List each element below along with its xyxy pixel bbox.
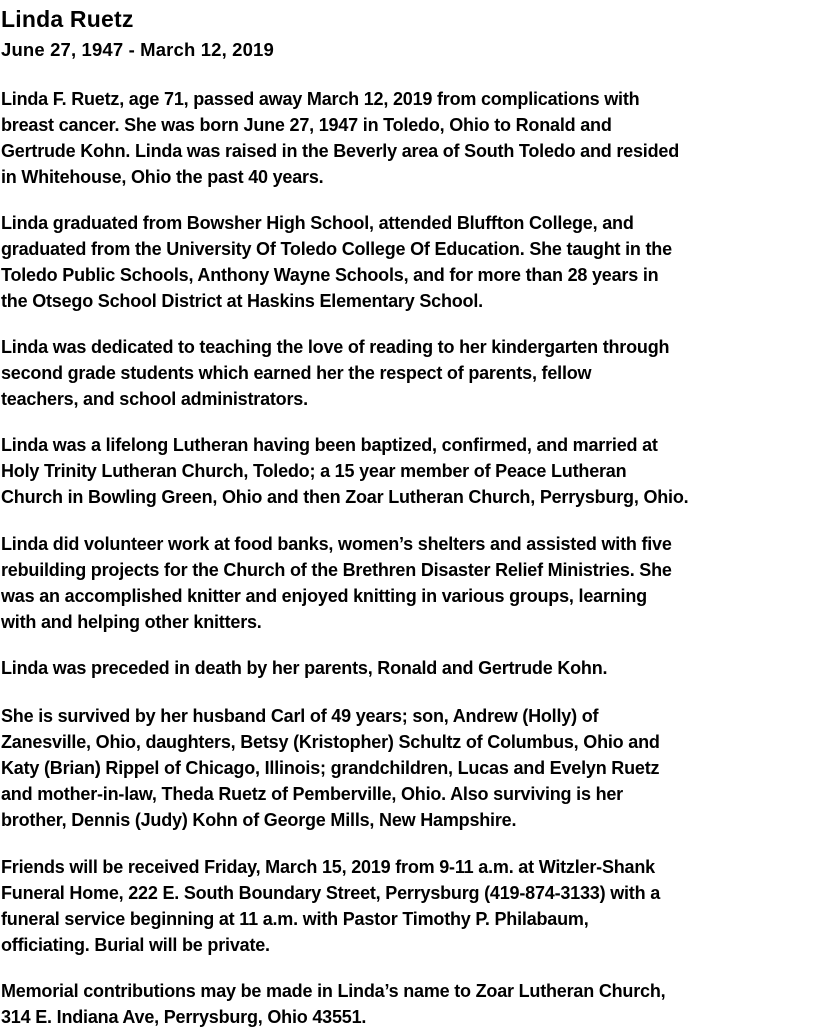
paragraph-volunteer-work (1, 531, 817, 635)
obituary-dates: June 27, 1947 - March 12, 2019 (1, 39, 274, 60)
obituary-name: Linda Ruetz (1, 6, 134, 32)
paragraph-teaching (1, 334, 817, 412)
paragraph-line: Toledo Public Schools, Anthony Wayne Schools, and for more than 28 years in (1, 265, 659, 285)
paragraph-memorial-contributions (1, 978, 817, 1030)
paragraph-line: Friends will be received Friday, March 15, 2019 from 9-11 a.m. at Witzler-Shank (1, 857, 655, 877)
paragraph-line: Memorial contributions may be made in Linda’s name to Zoar Lutheran Church, (1, 981, 666, 1001)
paragraph-line: rebuilding projects for the Church of the Brethren Disaster Relief Ministries. She (1, 560, 672, 580)
paragraph-line: with and helping other knitters. (1, 612, 262, 632)
paragraph-line: Linda graduated from Bowsher High School, attended Bluffton College, and (1, 213, 634, 233)
paragraph-line: second grade students which earned her the respect of parents, fellow (1, 363, 592, 383)
paragraph-line: Zanesville, Ohio, daughters, Betsy (Kristopher) Schultz of Columbus, Ohio and (1, 732, 660, 752)
paragraph-line: funeral service beginning at 11 a.m. with Pastor Timothy P. Philabaum, (1, 909, 589, 929)
paragraph-line: 314 E. Indiana Ave, Perrysburg, Ohio 43551. (1, 1007, 367, 1027)
paragraph-line: Linda F. Ruetz, age 71, passed away March 12, 2019 from complications with (1, 89, 640, 109)
paragraph-preceded-in-death (1, 655, 817, 681)
paragraph-line: Funeral Home, 222 E. South Boundary Street, Perrysburg (419-874-3133) with a (1, 883, 661, 903)
paragraph-line: breast cancer. She was born June 27, 1947 in Toledo, Ohio to Ronald and (1, 115, 612, 135)
paragraph-visitation (1, 854, 817, 958)
paragraph-line: Gertrude Kohn. Linda was raised in the Beverly area of South Toledo and resided (1, 141, 680, 161)
paragraph-obituary-intro (1, 86, 817, 190)
paragraph-faith (1, 432, 817, 510)
paragraph-line: teachers, and school administrators. (1, 389, 308, 409)
paragraph-line: Katy (Brian) Rippel of Chicago, Illinois; grandchildren, Lucas and Evelyn Ruetz (1, 758, 660, 778)
paragraph-line: brother, Dennis (Judy) Kohn of George Mills, New Hampshire. (1, 810, 517, 830)
paragraph-line: Linda did volunteer work at food banks, women’s shelters and assisted with five (1, 534, 672, 554)
paragraph-line: graduated from the University Of Toledo College Of Education. She taught in the (1, 239, 672, 259)
paragraph-line: Holy Trinity Lutheran Church, Toledo; a 15 year member of Peace Lutheran (1, 461, 627, 481)
paragraph-line: Church in Bowling Green, Ohio and then Zoar Lutheran Church, Perrysburg, Ohio. (1, 487, 689, 507)
paragraph-line: officiating. Burial will be private. (1, 935, 270, 955)
paragraph-line: the Otsego School District at Haskins Elementary School. (1, 291, 483, 311)
paragraph-line: Linda was a lifelong Lutheran having been baptized, confirmed, and married at (1, 435, 658, 455)
paragraph-survivors (1, 703, 817, 833)
paragraph-line: was an accomplished knitter and enjoyed knitting in various groups, learning (1, 586, 647, 606)
paragraph-education-career (1, 210, 817, 314)
paragraph-line: Linda was preceded in death by her parents, Ronald and Gertrude Kohn. (1, 658, 608, 678)
paragraph-line: She is survived by her husband Carl of 49 years; son, Andrew (Holly) of (1, 706, 599, 726)
paragraph-line: and mother-in-law, Theda Ruetz of Pemberville, Ohio. Also surviving is her (1, 784, 623, 804)
paragraph-line: in Whitehouse, Ohio the past 40 years. (1, 167, 324, 187)
paragraph-line: Linda was dedicated to teaching the love of reading to her kindergarten through (1, 337, 670, 357)
